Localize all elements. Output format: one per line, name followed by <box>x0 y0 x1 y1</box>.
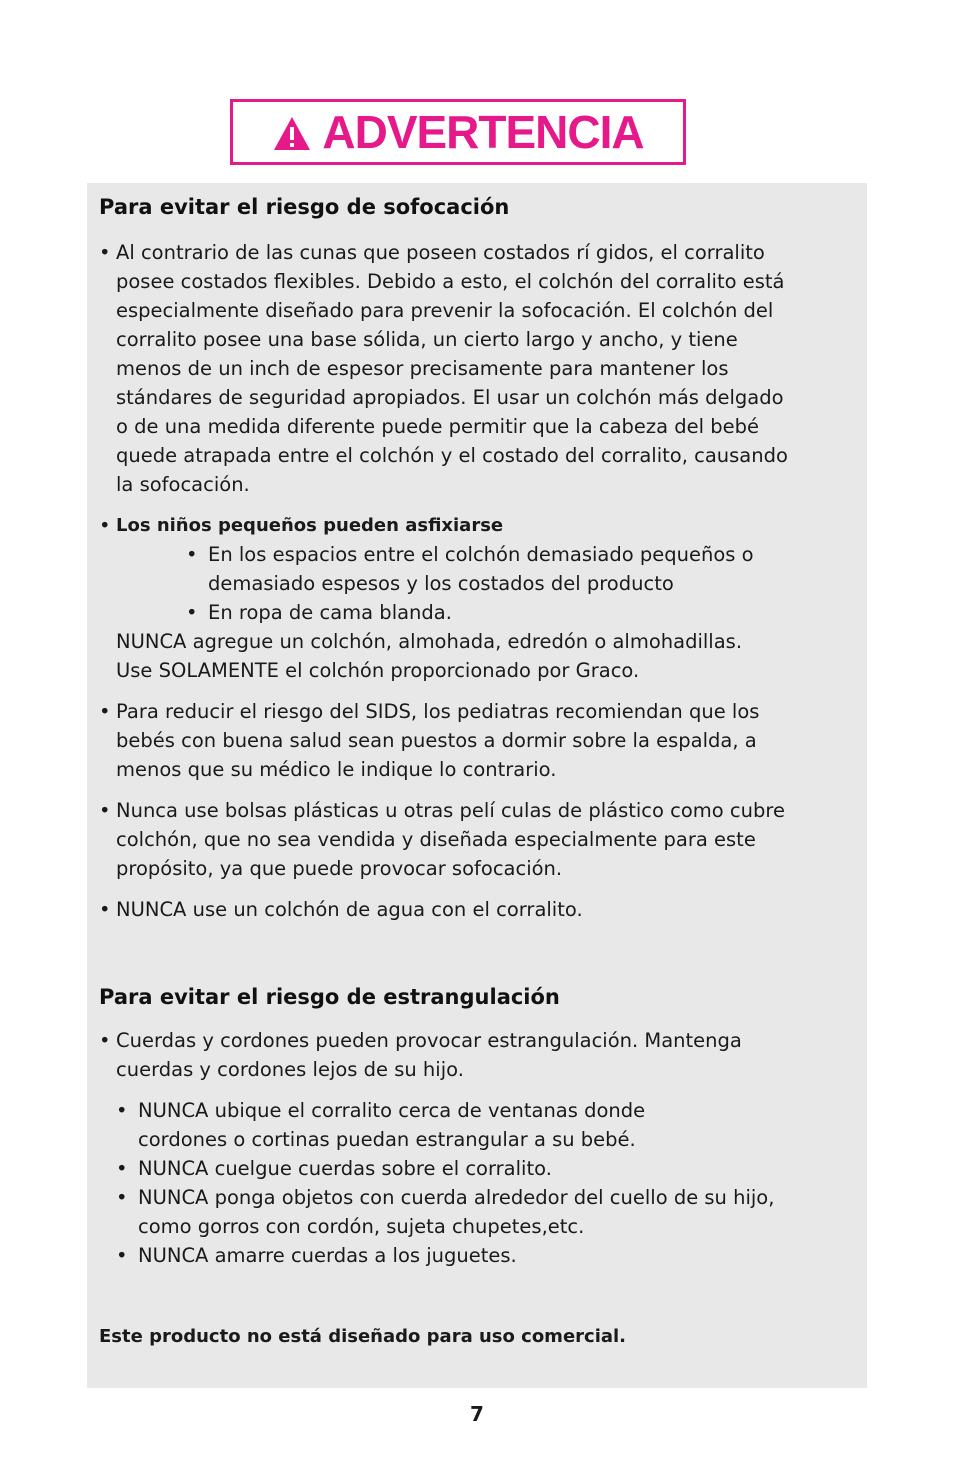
page-number: 7 <box>470 1402 484 1426</box>
bullet-cords: • Cuerdas y cordones pueden provocar estrangulación. Mantenga cuerdas y cordones lejos de su hijo. <box>99 1026 859 1084</box>
strangulation-sub-list <box>116 1096 859 1270</box>
bullet-dot: • <box>99 898 111 921</box>
sub-bullet-bedding: • En ropa de cama blanda. <box>186 601 452 624</box>
commercial-use-note: Este producto no está diseñado para uso comercial. <box>99 1326 627 1347</box>
bullet-flexible-sides: • Al contrario de las cunas que poseen costados rí gidos, el corralito posee costados flexibles. Debido a esto, el colchón del corralito está especialmente diseñado para prevenir la sofocación. El colchón del corralito posee una base sólida, un cierto largo y ancho, y tiene menos de un inch de espesor precisamente para mantener los stándares de seguridad apropiados. El usar un colchón más delgado o de una medida diferente puede permitir que la cabeza del bebé quede atrapada entre el colchón y el costado del corralito, causando la sofocación. <box>99 238 859 499</box>
sub-bullet-toys: • NUNCA amarre cuerdas a los juguetes. <box>116 1244 517 1267</box>
bullet-dot: • <box>99 700 111 723</box>
sub-bullet-windows: • NUNCA ubique el corralito cerca de ventanas donde cordones o cortinas puedan estrangular a su bebé. <box>116 1099 646 1151</box>
warning-content <box>99 192 859 1351</box>
bullet-dot: • <box>99 799 111 822</box>
warning-triangle-icon <box>272 114 312 154</box>
bullet-plastic-bags: • Nunca use bolsas plásticas u otras pelí culas de plástico como cubre colchón, que no sea vendida y diseñada especialmente para este propósito, ya que puede provocar sofocación. <box>99 796 859 883</box>
bullet-dot: • <box>99 241 111 264</box>
bullet-bold-title: Los niños pequeños pueden asfixiarse <box>116 515 504 536</box>
sub-bullet-hang-cords: • NUNCA cuelgue cuerdas sobre el corralito. <box>116 1157 552 1180</box>
bullet-children-suffocate: • Los niños pequeños pueden asfixiarse • En los espacios entre el colchón demasiado pequeños o demasiado espesos y los costados del producto • En ropa de cama blanda. NUNCA agregue un colchón, almohada, edredón o almohadillas. Use SOLAMENTE el colchón proporcionado por Graco. <box>99 511 859 685</box>
sub-bullet-gaps: • En los espacios entre el colchón demasiado pequeños o demasiado espesos y los costados del producto <box>186 543 754 595</box>
section-heading-suffocation: Para evitar el riesgo de sofocación <box>99 195 510 219</box>
bullet-dot: • <box>99 1029 111 1052</box>
section-heading-strangulation: Para evitar el riesgo de estrangulación <box>99 985 560 1009</box>
bullet-water-mattress: • NUNCA use un colchón de agua con el corralito. <box>99 895 859 924</box>
warning-banner <box>230 99 686 165</box>
sub-bullet-neck-items: • NUNCA ponga objetos con cuerda alrededor del cuello de su hijo, como gorros con cordón, sujeta chupetes,etc. <box>116 1186 775 1238</box>
warning-title: ADVERTENCIA <box>322 106 644 158</box>
bullet-sids: • Para reducir el riesgo del SIDS, los pediatras recomiendan que los bebés con buena salud sean puestos a dormir sobre la espalda, a menos que su médico le indique lo contrario. <box>99 697 859 784</box>
bullet-dot: • <box>99 514 111 537</box>
